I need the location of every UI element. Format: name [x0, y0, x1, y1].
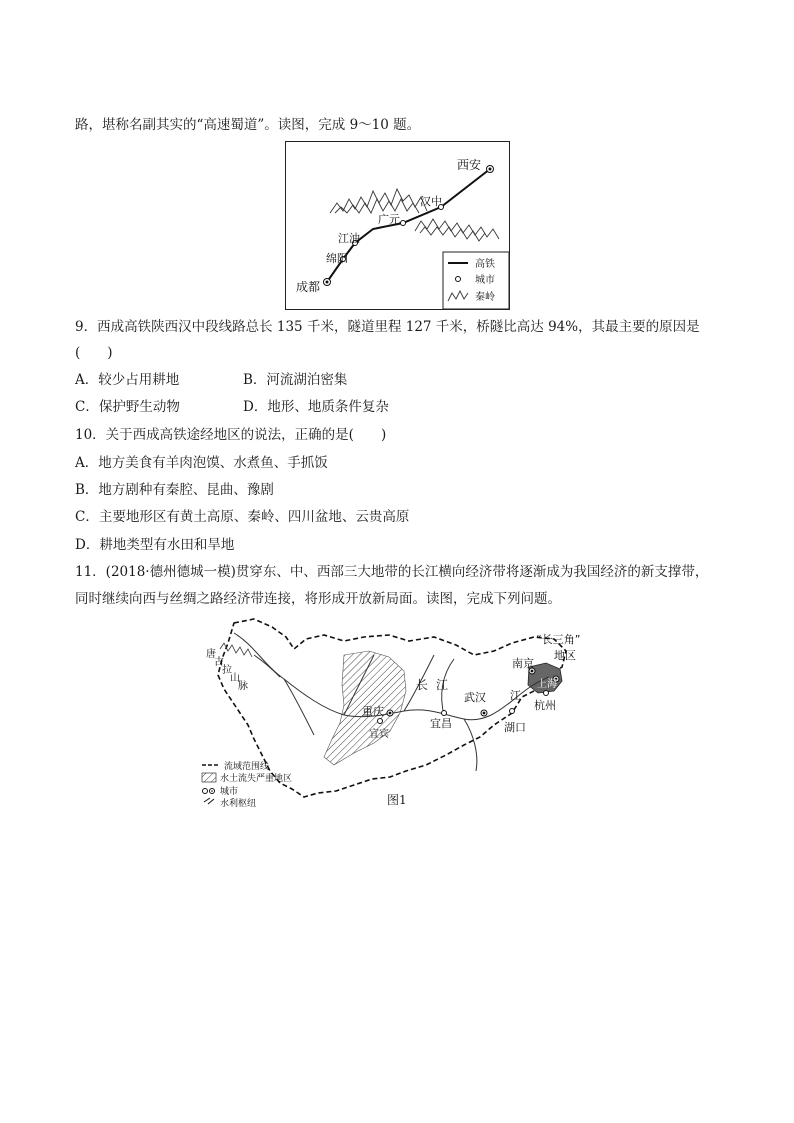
mountain-char-2: 古 — [214, 657, 224, 668]
map2-caption: 图1 — [387, 793, 407, 807]
city-label-nanjing: 南京 — [512, 657, 534, 670]
city-label-xian: 西安 — [457, 158, 482, 172]
city-label-hanzhong: 汉中 — [420, 195, 442, 208]
legend-mountain-label: 秦岭 — [475, 292, 495, 303]
xicheng-railway-map — [285, 141, 510, 310]
q10-option-a: A．地方美食有羊肉泡馍、水煮鱼、手抓饭 — [75, 455, 328, 471]
legend-rail-label: 高铁 — [475, 259, 495, 270]
q9-blank: ( ) — [75, 345, 113, 361]
river-label-jiang: 江 — [436, 678, 449, 692]
q9-stem: 9．西成高铁陕西汉中段线路总长 135 千米，隧道里程 127 千米，桥隧比高达 94%，其最主要的原因是 — [75, 319, 700, 335]
city-label-jiangyou: 江油 — [338, 232, 360, 245]
region-label-line2: 地区 — [554, 649, 576, 662]
city-label-hangzhou: 杭州 — [534, 699, 556, 712]
legend-dam-label: 水利枢纽 — [220, 799, 257, 809]
mountain-char-3: 拉 — [222, 665, 232, 676]
city-label-guangyuan: 广元 — [378, 213, 400, 226]
city-label-wuhan: 武汉 — [464, 691, 486, 704]
city-label-yibin: 宜宾 — [369, 729, 389, 740]
intro-text: 路，堪称名副其实的“高速蜀道”。读图，完成 9～10 题。 — [75, 117, 421, 133]
q11-stem-line2: 同时继续向西与丝绸之路经济带连接，将形成开放新局面。读图，完成下列问题。 — [75, 591, 561, 607]
city-label-shanghai: 上海 — [537, 679, 557, 690]
city-label-yichang: 宜昌 — [430, 717, 452, 730]
tanggula-mountains — [220, 643, 252, 657]
city-label-chongqing: 重庆 — [362, 705, 384, 718]
legend-city-label: 城市 — [475, 275, 495, 286]
q9-option-d: D．地形、地质条件复杂 — [243, 399, 389, 415]
yangtze-basin-map — [194, 615, 580, 810]
legend-city-label-2: 城市 — [220, 787, 239, 797]
q9-option-c: C．保护野生动物 — [75, 399, 180, 415]
city-label-chengdu: 成都 — [296, 280, 321, 294]
q10-option-d: D．耕地类型有水田和旱地 — [75, 537, 235, 553]
mountain-char-1: 唐 — [206, 649, 216, 660]
river-label-jiang-east: 江 — [510, 689, 521, 702]
legend-erosion-label: 水土流失严重地区 — [220, 774, 293, 784]
q10-option-c: C．主要地形区有黄土高原、秦岭、四川盆地、云贵高原 — [75, 509, 410, 525]
city-label-mianyang: 绵阳 — [326, 252, 348, 265]
city-label-hukou: 湖口 — [504, 721, 526, 734]
q9-option-a: A．较少占用耕地 — [75, 372, 180, 388]
legend-boundary-label: 流域范围线 — [224, 762, 270, 772]
map2-legend — [202, 760, 292, 809]
mountain-char-5: 脉 — [238, 681, 248, 692]
q9-option-b: B．河流湖泊密集 — [243, 372, 348, 388]
river-label-chang: 长 — [416, 678, 429, 692]
map1-legend — [443, 252, 509, 309]
q10-stem: 10．关于西成高铁途经地区的说法，正确的是( ) — [75, 427, 387, 443]
mountain-char-4: 山 — [230, 673, 240, 684]
q11-stem-line1: 11．(2018·德州德城一模)贯穿东、中、西部三大地带的长江横向经济带将逐渐成为我国经济的新支撑带， — [75, 564, 709, 580]
q10-option-b: B．地方剧种有秦腔、昆曲、豫剧 — [75, 482, 274, 498]
region-label-line1: “长三角” — [536, 633, 580, 646]
